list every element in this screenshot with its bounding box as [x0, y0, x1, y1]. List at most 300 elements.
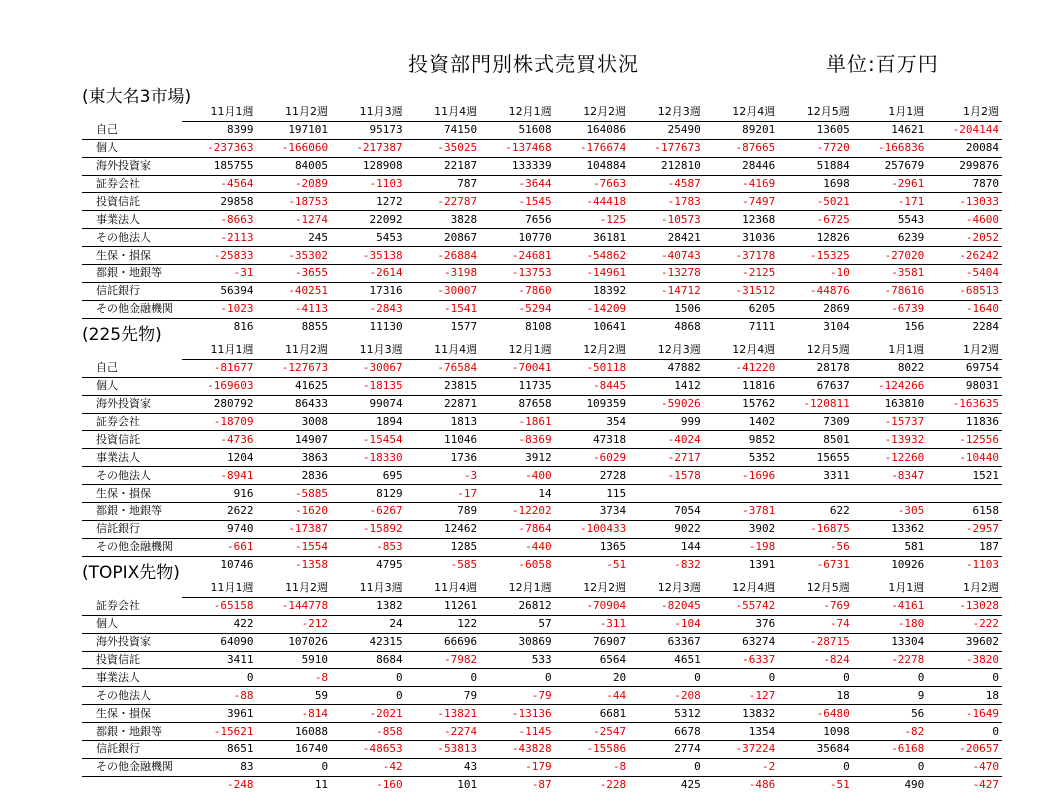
value-cell: -2021 — [331, 705, 406, 723]
value-cell: 57 — [480, 615, 555, 633]
value-cell: 5352 — [704, 449, 779, 467]
row-label: 生保・損保 — [82, 247, 182, 265]
value-cell: 257679 — [853, 157, 928, 175]
column-header: 12月1週 — [480, 342, 555, 359]
value-cell: 8501 — [778, 431, 853, 449]
table-row — [82, 247, 1002, 265]
table-row — [82, 758, 1002, 776]
value-cell: 787 — [406, 175, 481, 193]
value-cell: -7860 — [480, 282, 555, 300]
value-cell: -400 — [480, 467, 555, 485]
table-row — [82, 651, 1002, 669]
value-cell: 299876 — [927, 157, 1002, 175]
table-row — [82, 615, 1002, 633]
total-cell: 11130 — [369, 320, 403, 334]
value-cell: 99074 — [331, 395, 406, 413]
value-cell: 13832 — [704, 705, 779, 723]
value-cell: -35302 — [257, 247, 332, 265]
total-cell: 7111 — [748, 320, 776, 334]
total-cell: -1358 — [294, 558, 329, 572]
value-cell: 24 — [331, 615, 406, 633]
value-cell: 185755 — [182, 157, 257, 175]
value-cell: 1736 — [406, 449, 481, 467]
value-cell: -12556 — [927, 431, 1002, 449]
value-cell: -1696 — [704, 467, 779, 485]
table-row — [82, 687, 1002, 705]
value-cell: 12462 — [406, 520, 481, 538]
value-cell: -2614 — [331, 265, 406, 283]
section-tse — [82, 87, 1002, 336]
value-cell: -68513 — [927, 282, 1002, 300]
unit-label: 単位:百万円 — [826, 52, 939, 76]
value-cell: 16740 — [257, 741, 332, 759]
value-cell: 5453 — [331, 229, 406, 247]
value-cell: 11261 — [406, 597, 481, 615]
value-cell — [853, 485, 928, 503]
value-cell: 6678 — [629, 723, 704, 741]
value-cell: -5021 — [778, 193, 853, 211]
section-label: (東大名3市場) — [82, 87, 192, 107]
value-cell: 8399 — [182, 121, 257, 139]
row-label: 生保・損保 — [82, 705, 182, 723]
value-cell: -87665 — [704, 139, 779, 157]
total-cell: -248 — [227, 778, 254, 792]
row-label: 投資信託 — [82, 651, 182, 669]
column-header: 12月4週 — [704, 580, 779, 597]
value-cell: 17316 — [331, 282, 406, 300]
section-label: (225先物) — [82, 325, 162, 345]
header-row — [82, 342, 1002, 359]
table-row — [82, 431, 1002, 449]
column-header: 1月1週 — [853, 342, 928, 359]
value-cell: 1285 — [406, 538, 481, 556]
total-cell: -832 — [674, 558, 701, 572]
table-row — [82, 723, 1002, 741]
value-cell: -88 — [182, 687, 257, 705]
value-cell: -4600 — [927, 211, 1002, 229]
value-cell: -853 — [331, 538, 406, 556]
value-cell: 84005 — [257, 157, 332, 175]
total-cell: -6731 — [816, 558, 850, 572]
value-cell: 133339 — [480, 157, 555, 175]
value-cell: 14 — [480, 485, 555, 503]
table-row — [82, 193, 1002, 211]
value-cell: 30869 — [480, 633, 555, 651]
value-cell: 43 — [406, 758, 481, 776]
value-cell: -6168 — [853, 741, 928, 759]
value-cell: 3863 — [257, 449, 332, 467]
row-label: 都銀・地銀等 — [82, 265, 182, 283]
row-label: 証券会社 — [82, 413, 182, 431]
value-cell: 67637 — [778, 377, 853, 395]
value-cell: -7497 — [704, 193, 779, 211]
value-cell: -5885 — [257, 485, 332, 503]
value-cell: -15454 — [331, 431, 406, 449]
value-cell: 104884 — [555, 157, 630, 175]
value-cell: -6725 — [778, 211, 853, 229]
value-cell: -104 — [629, 615, 704, 633]
value-cell: 0 — [704, 669, 779, 687]
value-cell: 0 — [480, 669, 555, 687]
value-cell: 0 — [853, 758, 928, 776]
value-cell: -44418 — [555, 193, 630, 211]
value-cell: -16875 — [778, 520, 853, 538]
row-label: 投資信託 — [82, 431, 182, 449]
column-header: 12月5週 — [778, 342, 853, 359]
value-cell: 13304 — [853, 633, 928, 651]
value-cell: -4161 — [853, 597, 928, 615]
table-row — [82, 282, 1002, 300]
column-header: 12月4週 — [704, 104, 779, 121]
value-cell: 2869 — [778, 300, 853, 318]
value-cell: 7054 — [629, 503, 704, 521]
value-cell: 7656 — [480, 211, 555, 229]
value-cell: -25833 — [182, 247, 257, 265]
value-cell: -37224 — [704, 741, 779, 759]
value-cell: 22871 — [406, 395, 481, 413]
value-cell: 18 — [778, 687, 853, 705]
column-header: 12月3週 — [629, 580, 704, 597]
column-header: 11月1週 — [182, 342, 257, 359]
value-cell: 7309 — [778, 413, 853, 431]
value-cell: -30067 — [331, 359, 406, 377]
value-cell: 3411 — [182, 651, 257, 669]
value-cell: -13278 — [629, 265, 704, 283]
value-cell: -814 — [257, 705, 332, 723]
column-header: 12月5週 — [778, 104, 853, 121]
total-cell: -160 — [376, 778, 403, 792]
total-cell: 490 — [904, 778, 925, 792]
total-cell: 1391 — [748, 558, 776, 572]
total-cell: -486 — [748, 778, 776, 792]
value-cell: -81677 — [182, 359, 257, 377]
value-cell: -237363 — [182, 139, 257, 157]
value-cell: -15621 — [182, 723, 257, 741]
value-cell: 98031 — [927, 377, 1002, 395]
value-cell: -26884 — [406, 247, 481, 265]
value-cell: 28446 — [704, 157, 779, 175]
row-label: 個人 — [82, 377, 182, 395]
value-cell: 163810 — [853, 395, 928, 413]
total-cell: 10926 — [891, 558, 925, 572]
value-cell: -12202 — [480, 503, 555, 521]
value-cell: 31036 — [704, 229, 779, 247]
value-cell: -1620 — [257, 503, 332, 521]
value-cell — [927, 485, 1002, 503]
value-cell: -2 — [704, 758, 779, 776]
value-cell: 0 — [927, 723, 1002, 741]
total-cell: -87 — [531, 778, 552, 792]
value-cell: -8369 — [480, 431, 555, 449]
table-row — [82, 139, 1002, 157]
value-cell: 6205 — [704, 300, 779, 318]
value-cell: 3912 — [480, 449, 555, 467]
value-cell: 10770 — [480, 229, 555, 247]
value-cell: 197101 — [257, 121, 332, 139]
column-header: 12月5週 — [778, 580, 853, 597]
value-cell: -204144 — [927, 121, 1002, 139]
value-cell: 0 — [629, 758, 704, 776]
total-cell: -6058 — [518, 558, 552, 572]
value-cell: -8445 — [555, 377, 630, 395]
value-cell: -78616 — [853, 282, 928, 300]
value-cell: -17 — [406, 485, 481, 503]
total-cell: 10641 — [593, 320, 627, 334]
value-cell: -7864 — [480, 520, 555, 538]
value-cell: -7663 — [555, 175, 630, 193]
value-cell: -858 — [331, 723, 406, 741]
value-cell: 9022 — [629, 520, 704, 538]
value-cell: -3781 — [704, 503, 779, 521]
table-row — [82, 300, 1002, 318]
value-cell: 0 — [257, 758, 332, 776]
value-cell: 3828 — [406, 211, 481, 229]
value-cell: 51608 — [480, 121, 555, 139]
value-cell: -18135 — [331, 377, 406, 395]
value-cell: -3644 — [480, 175, 555, 193]
value-cell: -8 — [257, 669, 332, 687]
value-cell: -1649 — [927, 705, 1002, 723]
table-row — [82, 377, 1002, 395]
row-label: 生保・損保 — [82, 485, 182, 503]
value-cell: 0 — [853, 669, 928, 687]
value-cell: 7870 — [927, 175, 1002, 193]
value-cell: -31512 — [704, 282, 779, 300]
value-cell: -177673 — [629, 139, 704, 157]
value-cell: 8651 — [182, 741, 257, 759]
value-cell: -2717 — [629, 449, 704, 467]
value-cell: 11046 — [406, 431, 481, 449]
column-header: 1月2週 — [927, 342, 1002, 359]
value-cell: -15325 — [778, 247, 853, 265]
column-header: 11月3週 — [331, 580, 406, 597]
value-cell: -50118 — [555, 359, 630, 377]
total-cell: 156 — [904, 320, 925, 334]
value-cell: -15737 — [853, 413, 928, 431]
value-cell: -76584 — [406, 359, 481, 377]
value-cell: 11816 — [704, 377, 779, 395]
value-cell: -53813 — [406, 741, 481, 759]
value-cell: -6337 — [704, 651, 779, 669]
row-label: その他法人 — [82, 467, 182, 485]
value-cell: 29858 — [182, 193, 257, 211]
column-header: 12月1週 — [480, 104, 555, 121]
value-cell: 26812 — [480, 597, 555, 615]
column-header: 1月2週 — [927, 580, 1002, 597]
column-header: 11月2週 — [257, 104, 332, 121]
value-cell: 1521 — [927, 467, 1002, 485]
value-cell: 83 — [182, 758, 257, 776]
value-cell: -14209 — [555, 300, 630, 318]
total-cell: 11 — [314, 778, 329, 792]
row-label: その他金融機関 — [82, 758, 182, 776]
value-cell: 695 — [331, 467, 406, 485]
value-cell: -4564 — [182, 175, 257, 193]
row-label: 自己 — [82, 121, 182, 139]
value-cell: 20 — [555, 669, 630, 687]
value-cell: -13028 — [927, 597, 1002, 615]
value-cell: 1894 — [331, 413, 406, 431]
value-cell: -171 — [853, 193, 928, 211]
table-row — [82, 229, 1002, 247]
value-cell: -70041 — [480, 359, 555, 377]
column-header: 12月4週 — [704, 342, 779, 359]
total-cell: 8855 — [301, 320, 329, 334]
value-cell: -100433 — [555, 520, 630, 538]
row-label: その他金融機関 — [82, 538, 182, 556]
value-cell: -7720 — [778, 139, 853, 157]
value-cell: -144778 — [257, 597, 332, 615]
row-label: 海外投資家 — [82, 395, 182, 413]
value-cell: 25490 — [629, 121, 704, 139]
value-cell: -35138 — [331, 247, 406, 265]
value-cell: -769 — [778, 597, 853, 615]
data-table — [82, 342, 1002, 574]
value-cell: -42 — [331, 758, 406, 776]
value-cell: -2125 — [704, 265, 779, 283]
value-cell: -2113 — [182, 229, 257, 247]
value-cell: 3008 — [257, 413, 332, 431]
row-label: 事業法人 — [82, 669, 182, 687]
value-cell: -17387 — [257, 520, 332, 538]
value-cell: -208 — [629, 687, 704, 705]
value-cell: 6681 — [555, 705, 630, 723]
value-cell: 18 — [927, 687, 1002, 705]
value-cell: 1204 — [182, 449, 257, 467]
value-cell: 1506 — [629, 300, 704, 318]
value-cell: 1354 — [704, 723, 779, 741]
value-cell: 122 — [406, 615, 481, 633]
row-label: 都銀・地銀等 — [82, 503, 182, 521]
row-label: その他金融機関 — [82, 300, 182, 318]
value-cell: -4113 — [257, 300, 332, 318]
value-cell: 376 — [704, 615, 779, 633]
value-cell: 8129 — [331, 485, 406, 503]
value-cell: -70904 — [555, 597, 630, 615]
value-cell: -5294 — [480, 300, 555, 318]
value-cell: -28715 — [778, 633, 853, 651]
value-cell: 12826 — [778, 229, 853, 247]
row-label: 証券会社 — [82, 175, 182, 193]
value-cell: 86433 — [257, 395, 332, 413]
value-cell: -1578 — [629, 467, 704, 485]
value-cell: 18392 — [555, 282, 630, 300]
column-header: 12月3週 — [629, 342, 704, 359]
value-cell: 622 — [778, 503, 853, 521]
value-cell: 63367 — [629, 633, 704, 651]
value-cell: 212810 — [629, 157, 704, 175]
value-cell: 0 — [778, 669, 853, 687]
column-header: 12月2週 — [555, 104, 630, 121]
total-cell: 10746 — [220, 558, 254, 572]
value-cell: 2836 — [257, 467, 332, 485]
value-cell: 13605 — [778, 121, 853, 139]
row-label: 信託銀行 — [82, 282, 182, 300]
value-cell: 8022 — [853, 359, 928, 377]
value-cell: 13362 — [853, 520, 928, 538]
value-cell: 280792 — [182, 395, 257, 413]
value-cell: 28421 — [629, 229, 704, 247]
value-cell: 0 — [406, 669, 481, 687]
value-cell: -15586 — [555, 741, 630, 759]
value-cell: -1103 — [331, 175, 406, 193]
value-cell: 916 — [182, 485, 257, 503]
value-cell: 28178 — [778, 359, 853, 377]
value-cell: 15655 — [778, 449, 853, 467]
value-cell: -48653 — [331, 741, 406, 759]
value-cell — [778, 485, 853, 503]
value-cell: -1541 — [406, 300, 481, 318]
value-cell: 245 — [257, 229, 332, 247]
table-row — [82, 211, 1002, 229]
value-cell: 64090 — [182, 633, 257, 651]
value-cell: -1861 — [480, 413, 555, 431]
table-row — [82, 741, 1002, 759]
total-cell: -1103 — [965, 558, 999, 572]
value-cell: -2957 — [927, 520, 1002, 538]
total-cell: -51 — [606, 558, 627, 572]
value-cell: -212 — [257, 615, 332, 633]
value-cell: 144 — [629, 538, 704, 556]
total-cell: -427 — [972, 778, 999, 792]
value-cell: -44 — [555, 687, 630, 705]
column-header: 11月1週 — [182, 580, 257, 597]
column-header: 1月1週 — [853, 104, 928, 121]
value-cell: -1554 — [257, 538, 332, 556]
value-cell: -35025 — [406, 139, 481, 157]
value-cell: -440 — [480, 538, 555, 556]
value-cell: -661 — [182, 538, 257, 556]
value-cell: -3198 — [406, 265, 481, 283]
value-cell: -2052 — [927, 229, 1002, 247]
value-cell: 9740 — [182, 520, 257, 538]
table-row — [82, 538, 1002, 556]
value-cell: 0 — [778, 758, 853, 776]
value-cell: -26242 — [927, 247, 1002, 265]
total-cell: 3104 — [823, 320, 850, 334]
value-cell: 1382 — [331, 597, 406, 615]
row-label: 信託銀行 — [82, 741, 182, 759]
value-cell: -6267 — [331, 503, 406, 521]
value-cell: 23815 — [406, 377, 481, 395]
value-cell: 12368 — [704, 211, 779, 229]
value-cell: 0 — [331, 687, 406, 705]
value-cell: -166836 — [853, 139, 928, 157]
row-label: 個人 — [82, 139, 182, 157]
value-cell: -125 — [555, 211, 630, 229]
total-cell: -585 — [450, 558, 478, 572]
value-cell: 1272 — [331, 193, 406, 211]
column-header: 12月3週 — [629, 104, 704, 121]
value-cell: 69754 — [927, 359, 1002, 377]
value-cell: -3820 — [927, 651, 1002, 669]
value-cell: -12260 — [853, 449, 928, 467]
value-cell: 5312 — [629, 705, 704, 723]
value-cell: 6239 — [853, 229, 928, 247]
value-cell: -30007 — [406, 282, 481, 300]
value-cell: 109359 — [555, 395, 630, 413]
row-label: 都銀・地銀等 — [82, 723, 182, 741]
header-row — [82, 580, 1002, 597]
value-cell: 0 — [331, 669, 406, 687]
value-cell: -166060 — [257, 139, 332, 157]
row-label: 個人 — [82, 615, 182, 633]
section-label: (TOPIX先物) — [82, 563, 180, 583]
value-cell: -163635 — [927, 395, 1002, 413]
value-cell: -65158 — [182, 597, 257, 615]
value-cell: -124266 — [853, 377, 928, 395]
value-cell: -15892 — [331, 520, 406, 538]
